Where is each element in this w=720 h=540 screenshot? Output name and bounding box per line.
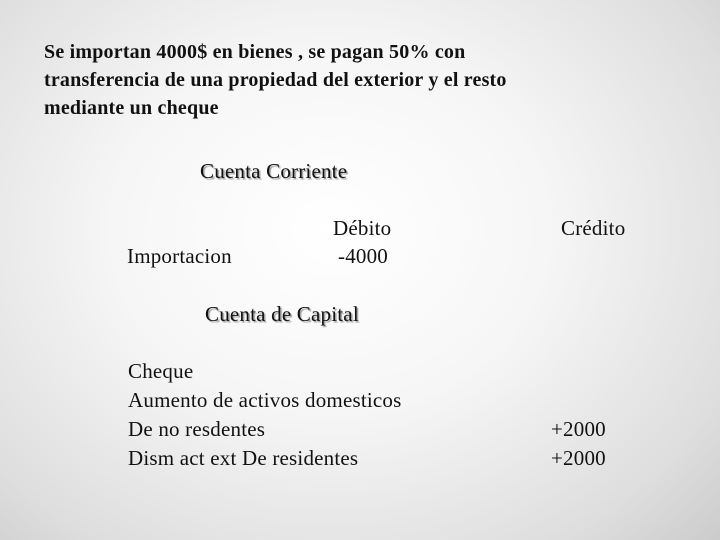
import-row-label: Importacion [127,244,232,268]
capital-row-label: Aumento de activos domesticos [128,388,402,412]
debit-column-header: Débito [333,216,392,240]
capital-row-credit-value: +2000 [551,417,606,441]
import-row-debit-value: -4000 [338,244,388,268]
credit-column-header: Crédito [561,216,626,240]
capital-row-label: Cheque [128,359,194,383]
problem-statement [44,38,507,122]
problem-statement-line: transferencia de una propiedad del exterior y el resto [44,69,507,91]
problem-statement-line: Se importan 4000$ en bienes , se pagan 50% con [44,41,466,63]
capital-row-label: De no resdentes [128,417,266,441]
capital-row-credit-value: +2000 [551,446,606,470]
capital-account-heading: Cuenta de Capital [205,302,359,326]
capital-row-label: Dism act ext De residentes [128,446,359,470]
current-account-heading: Cuenta Corriente [200,159,348,183]
problem-statement-line: mediante un cheque [44,97,219,119]
